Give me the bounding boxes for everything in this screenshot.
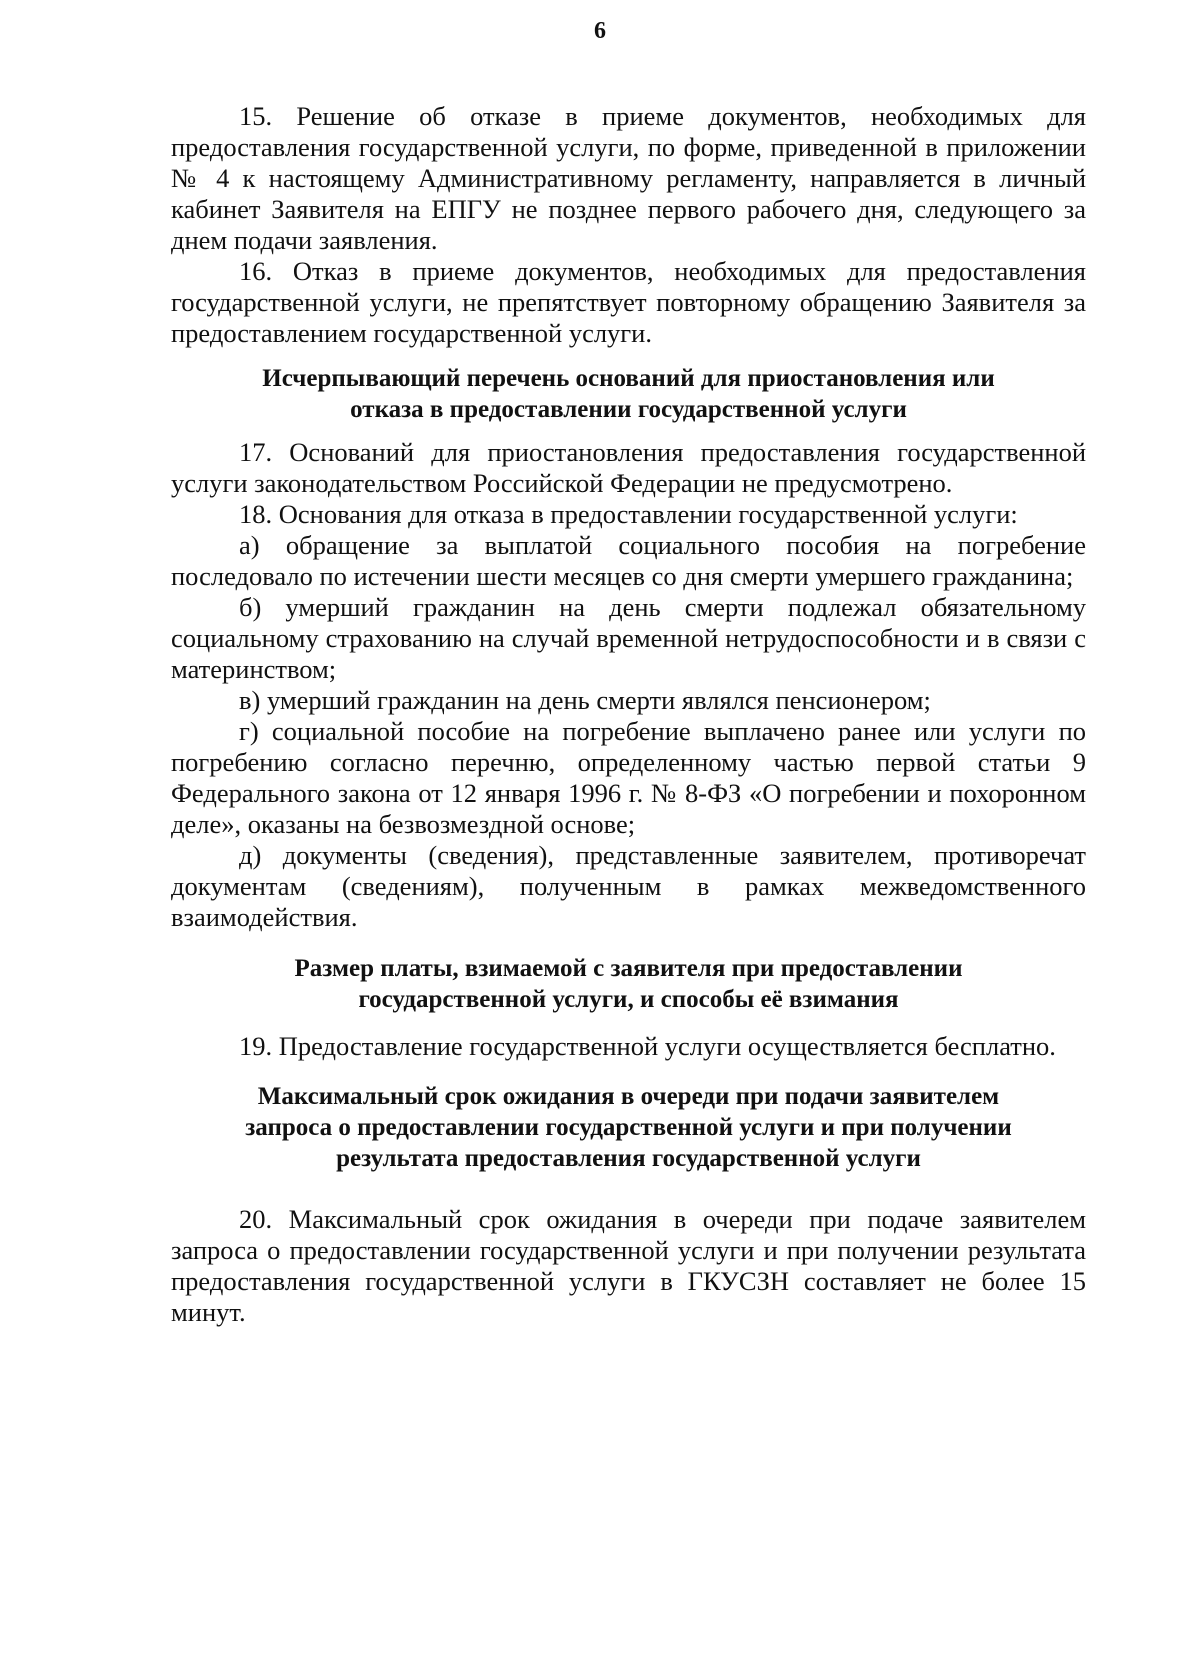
heading-line: результата предоставления государственной услуги [336,1145,921,1172]
heading-line: запроса о предоставлении государственной услуги и при получении [245,1114,1012,1141]
heading-line: государственной услуги, и способы её взимания [358,986,899,1013]
list-item-v: в) умерший гражданин на день смерти являлся пенсионером; [239,685,931,715]
list-item-b: б) умерший гражданин на день смерти подлежал обязательному социальному страхованию на случай временной нетрудоспособности и в связи с материнством; [171,592,1086,684]
paragraph-18: 18. Основания для отказа в предоставлении государственной услуги: [239,499,1018,529]
list-item-g: г) социальной пособие на погребение выплачено ранее или услуги по погребению согласно перечню, определенному частью первой статьи 9 Федерального закона от 12 января 1996 г. № 8-ФЗ «О погребении и похоронном деле», оказаны на безвозмездной основе; [171,716,1086,839]
heading-line: Максимальный срок ожидания в очереди при подачи заявителем [257,1083,1000,1110]
paragraph-15: 15. Решение об отказе в приеме документов, необходимых для предоставления государственной услуги, по форме, приведенной в приложении № 4 к настоящему Административному регламенту, направляется в личный кабинет Заявителя на ЕПГУ не позднее первого рабочего дня, следующего за днем подачи заявления. [171,101,1086,255]
list-item-d: д) документы (сведения), представленные заявителем, противоречат документам (сведениям), полученным в рамках межведомственного взаимодействия. [171,840,1086,932]
section-heading-fee [171,953,1086,1015]
heading-line: отказа в предоставлении государственной услуги [350,396,907,423]
section-heading-waiting-time [171,1081,1086,1174]
paragraph-20: 20. Максимальный срок ожидания в очереди при подаче заявителем запроса о предоставлении государственной услуги и при получении результата предоставления государственной услуги в ГКУСЗН составляет не более 15 минут. [171,1204,1086,1327]
list-item-a: а) обращение за выплатой социального пособия на погребение последовало по истечении шести месяцев со дня смерти умершего гражданина; [171,530,1086,591]
heading-line: Исчерпывающий перечень оснований для приостановления или [262,365,995,392]
paragraph-17: 17. Оснований для приостановления предоставления государственной услуги законодательством Российской Федерации не предусмотрено. [171,437,1086,498]
page-number: 6 [594,18,606,44]
paragraph-19: 19. Предоставление государственной услуги осуществляется бесплатно. [239,1031,1056,1061]
paragraph-16: 16. Отказ в приеме документов, необходимых для предоставления государственной услуги, не препятствует повторному обращению Заявителя за предоставлением государственной услуги. [171,256,1086,348]
page-body [171,101,1086,1328]
section-heading-grounds-for-refusal [171,363,1086,425]
heading-line: Размер платы, взимаемой с заявителя при предоставлении [294,955,963,982]
